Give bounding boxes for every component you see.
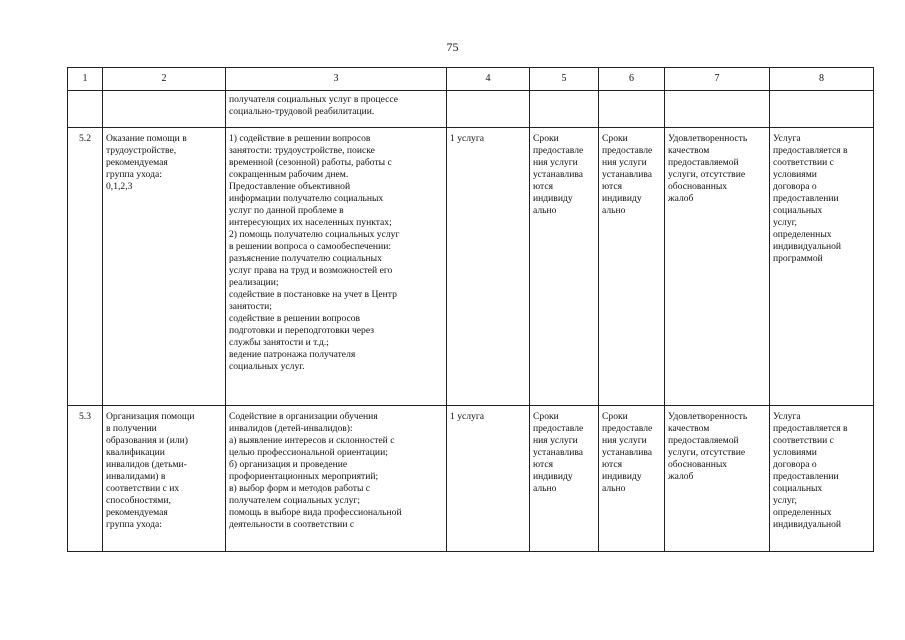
cell-term-2: Сроки предоставле ния услуги устанавлива ются индивиду ально bbox=[599, 406, 665, 552]
page-number: 75 bbox=[446, 40, 459, 54]
cell-volume bbox=[447, 91, 530, 128]
header-col-4: 4 bbox=[447, 68, 530, 91]
header-col-7: 7 bbox=[665, 68, 770, 91]
cell-indicator: Удовлетворенность качеством предоставляемой услуги, отсутствие обоснованных жалоб bbox=[665, 128, 770, 406]
header-col-5: 5 bbox=[530, 68, 599, 91]
header-col-6: 6 bbox=[599, 68, 665, 91]
cell-service-name bbox=[103, 91, 226, 128]
cell-service-name: Организация помощи в получении образования и (или) квалификации инвалидов (детьми- инвалидами) в соответствии с их способностями, рекомендуемая группа ухода: bbox=[103, 406, 226, 552]
cell-volume: 1 услуга bbox=[447, 128, 530, 406]
header-col-2: 2 bbox=[103, 68, 226, 91]
cell-description: 1) содействие в решении вопросов занятости: трудоустройстве, поиске временной (сезонной) работы, работы с сокращенным рабочим днем. Предоставление объективной информации получателю социальных услуг по данной проблеме в интересующих их населенных пунктах; 2) помощь получателю социальных услуг в решении вопроса о самообеспечении: разъяснение получателю социальных услуг права на труд и возможностей его реализации; содействие в постановке на учет в Центр занятости; содействие в решении вопросов подготовки и переподготовки через службы занятости и т.д.; ведение патронажа получателя социальных услуг. bbox=[226, 128, 447, 406]
table-row-continuation bbox=[68, 91, 874, 128]
cell-service-name: Оказание помощи в трудоустройстве, рекомендуемая группа ухода: 0,1,2,3 bbox=[103, 128, 226, 406]
cell-condition bbox=[770, 91, 874, 128]
header-col-8: 8 bbox=[770, 68, 874, 91]
table-row-5-2 bbox=[68, 128, 874, 406]
cell-term bbox=[530, 91, 599, 128]
header-row bbox=[68, 68, 874, 91]
table-row-5-3 bbox=[68, 406, 874, 552]
cell-number: 5.2 bbox=[68, 128, 103, 406]
cell-number bbox=[68, 91, 103, 128]
cell-volume: 1 услуга bbox=[447, 406, 530, 552]
cell-term-2: Сроки предоставле ния услуги устанавлива ются индивиду ально bbox=[599, 128, 665, 406]
header-col-1: 1 bbox=[68, 68, 103, 91]
cell-indicator bbox=[665, 91, 770, 128]
services-table bbox=[67, 67, 874, 552]
cell-description: получателя социальных услуг в процессе социально-трудовой реабилитации. bbox=[226, 91, 447, 128]
cell-condition: Услуга предоставляется в соответствии с условиями договора о предоставлении социальных услуг, определенных индивидуальной bbox=[770, 406, 874, 552]
cell-number: 5.3 bbox=[68, 406, 103, 552]
cell-condition: Услуга предоставляется в соответствии с условиями договора о предоставлении социальных услуг, определенных индивидуальной программой bbox=[770, 128, 874, 406]
cell-term-2 bbox=[599, 91, 665, 128]
cell-term: Сроки предоставле ния услуги устанавлива ются индивиду ально bbox=[530, 128, 599, 406]
cell-term: Сроки предоставле ния услуги устанавлива ются индивиду ально bbox=[530, 406, 599, 552]
cell-description: Содействие в организации обучения инвалидов (детей-инвалидов): а) выявление интересов и склонностей с целью профессиональной ориентации; б) организация и проведение профориентационных мероприятий; в) выбор форм и методов работы с получателем социальных услуг; помощь в выборе вида профессиональной деятельности в соответствии с bbox=[226, 406, 447, 552]
header-col-3: 3 bbox=[226, 68, 447, 91]
cell-indicator: Удовлетворенность качеством предоставляемой услуги, отсутствие обоснованных жалоб bbox=[665, 406, 770, 552]
